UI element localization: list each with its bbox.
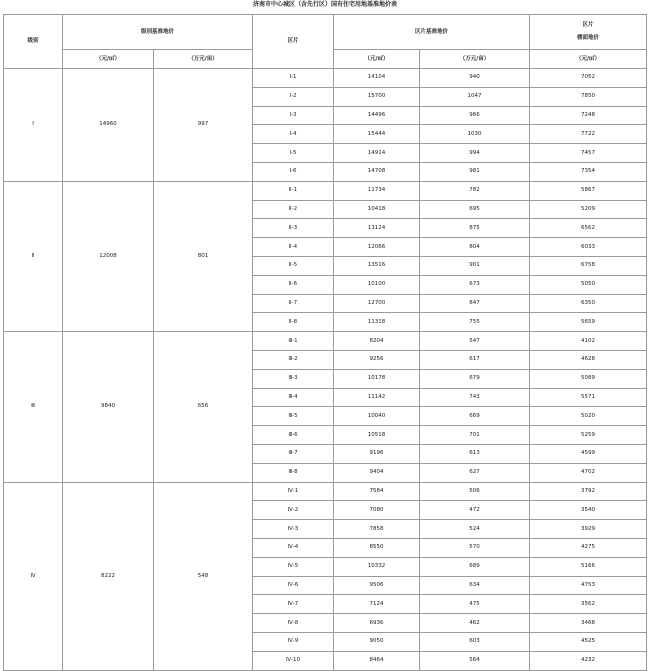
zone-cell: Ⅲ-7 [253,444,334,463]
table-body [4,69,647,671]
zone-price-cell: 9050 [334,632,420,651]
zone-price-mu-cell: 1030 [420,125,530,144]
floor-price-cell: 4628 [530,350,647,369]
zone-price-mu-cell: 1047 [420,87,530,106]
zone-cell: Ⅰ-3 [253,106,334,125]
zone-cell: Ⅳ-2 [253,501,334,520]
floor-price-cell: 6562 [530,219,647,238]
zone-price-mu-cell: 472 [420,501,530,520]
floor-price-cell: 3929 [530,520,647,539]
zone-price-cell: 12700 [334,294,420,313]
floor-price-cell: 5209 [530,200,647,219]
zone-price-mu-cell: 847 [420,294,530,313]
floor-price-cell: 7248 [530,106,647,125]
header-unit-sqm: （元/㎡） [530,50,647,69]
grade-cell: Ⅲ [4,332,63,482]
floor-price-cell: 7052 [530,69,647,88]
zone-price-mu-cell: 994 [420,144,530,163]
floor-price-cell: 7850 [530,87,647,106]
floor-price-cell: 7457 [530,144,647,163]
zone-cell: Ⅱ-6 [253,275,334,294]
zone-price-mu-cell: 669 [420,407,530,426]
header-zone: 区片 [253,15,334,69]
table-row [4,181,647,200]
zone-cell: Ⅲ-2 [253,350,334,369]
floor-price-cell: 3792 [530,482,647,501]
header-unit-sqm: （元/㎡） [334,50,420,69]
zone-price-cell: 15700 [334,87,420,106]
zone-cell: Ⅲ-8 [253,463,334,482]
zone-cell: Ⅱ-8 [253,313,334,332]
zone-price-cell: 13516 [334,256,420,275]
zone-price-cell: 14708 [334,162,420,181]
zone-cell: Ⅳ-1 [253,482,334,501]
zone-price-mu-cell: 804 [420,238,530,257]
floor-price-cell: 6350 [530,294,647,313]
zone-cell: Ⅳ-10 [253,651,334,670]
zone-cell: Ⅱ-4 [253,238,334,257]
floor-price-cell: 7722 [530,125,647,144]
zone-price-mu-cell: 564 [420,651,530,670]
zone-price-cell: 10100 [334,275,420,294]
zone-price-mu-cell: 755 [420,313,530,332]
grade-cell: Ⅳ [4,482,63,670]
grade-price-cell: 12008 [63,181,154,331]
floor-price-cell: 5166 [530,557,647,576]
zone-price-mu-cell: 782 [420,181,530,200]
header-unit-mu: （万元/亩） [420,50,530,69]
zone-price-cell: 9256 [334,350,420,369]
floor-price-cell: 4102 [530,332,647,351]
floor-price-cell: 6033 [530,238,647,257]
header-unit-mu: （万元/亩） [154,50,253,69]
table-row [4,69,647,88]
zone-price-mu-cell: 981 [420,162,530,181]
zone-price-cell: 10518 [334,426,420,445]
zone-cell: Ⅲ-5 [253,407,334,426]
zone-price-cell: 10332 [334,557,420,576]
floor-price-cell: 5659 [530,313,647,332]
zone-price-mu-cell: 695 [420,200,530,219]
zone-price-cell: 14496 [334,106,420,125]
zone-cell: Ⅰ-2 [253,87,334,106]
zone-cell: Ⅲ-4 [253,388,334,407]
zone-price-cell: 13124 [334,219,420,238]
zone-price-cell: 8550 [334,538,420,557]
zone-cell: Ⅱ-7 [253,294,334,313]
zone-cell: Ⅰ-5 [253,144,334,163]
zone-cell: Ⅱ-3 [253,219,334,238]
zone-price-mu-cell: 743 [420,388,530,407]
zone-cell: Ⅳ-9 [253,632,334,651]
header-floor-price [530,15,647,50]
zone-cell: Ⅳ-3 [253,520,334,539]
zone-price-cell: 10418 [334,200,420,219]
zone-price-mu-cell: 901 [420,256,530,275]
floor-price-cell: 5867 [530,181,647,200]
zone-price-mu-cell: 570 [420,538,530,557]
zone-price-mu-cell: 617 [420,350,530,369]
floor-price-cell: 3468 [530,614,647,633]
floor-price-cell: 5050 [530,275,647,294]
zone-price-mu-cell: 627 [420,463,530,482]
zone-price-cell: 7584 [334,482,420,501]
header-grade: 级别 [4,15,63,69]
zone-price-mu-cell: 634 [420,576,530,595]
floor-price-cell: 4599 [530,444,647,463]
zone-price-mu-cell: 966 [420,106,530,125]
floor-price-cell: 5020 [530,407,647,426]
zone-price-cell: 11318 [334,313,420,332]
zone-price-cell: 7858 [334,520,420,539]
table-title: 济南市中心城区（含先行区）国有住宅用地基准地价表 [252,1,397,8]
floor-price-cell: 3540 [530,501,647,520]
floor-price-cell: 4275 [530,538,647,557]
floor-price-cell: 5259 [530,426,647,445]
zone-price-mu-cell: 701 [420,426,530,445]
floor-price-cell: 4232 [530,651,647,670]
zone-price-mu-cell: 547 [420,332,530,351]
zone-price-cell: 10178 [334,369,420,388]
land-price-table [3,14,647,671]
zone-price-cell: 15444 [334,125,420,144]
zone-price-cell: 9506 [334,576,420,595]
grade-price-mu-cell: 997 [154,69,253,182]
floor-price-cell: 4753 [530,576,647,595]
zone-cell: Ⅱ-2 [253,200,334,219]
zone-price-mu-cell: 603 [420,632,530,651]
zone-cell: Ⅰ-1 [253,69,334,88]
zone-price-cell: 8204 [334,332,420,351]
zone-price-cell: 14104 [334,69,420,88]
floor-price-cell: 7354 [530,162,647,181]
grade-price-cell: 9840 [63,332,154,482]
zone-price-cell: 12066 [334,238,420,257]
header-unit-sqm: （元/㎡） [63,50,154,69]
floor-price-cell: 3562 [530,595,647,614]
zone-cell: Ⅳ-7 [253,595,334,614]
zone-price-cell: 7124 [334,595,420,614]
header-floor-price-line1: 区片 [582,22,594,28]
zone-price-cell: 9404 [334,463,420,482]
zone-cell: Ⅰ-4 [253,125,334,144]
zone-price-mu-cell: 462 [420,614,530,633]
floor-price-cell: 5571 [530,388,647,407]
zone-cell: Ⅱ-1 [253,181,334,200]
zone-cell: Ⅳ-5 [253,557,334,576]
header-grade-price: 级别基准地价 [63,15,253,50]
zone-price-cell: 9196 [334,444,420,463]
grade-cell: Ⅱ [4,181,63,331]
zone-price-cell: 7080 [334,501,420,520]
zone-cell: Ⅳ-4 [253,538,334,557]
zone-cell: Ⅲ-1 [253,332,334,351]
zone-cell: Ⅳ-8 [253,614,334,633]
zone-cell: Ⅲ-6 [253,426,334,445]
grade-price-mu-cell: 801 [154,181,253,331]
zone-price-mu-cell: 506 [420,482,530,501]
table-row [4,482,647,501]
header-zone-price: 区片基准地价 [334,15,530,50]
zone-price-mu-cell: 689 [420,557,530,576]
zone-cell: Ⅱ-5 [253,256,334,275]
grade-cell: Ⅰ [4,69,63,182]
zone-price-mu-cell: 875 [420,219,530,238]
table-row [4,332,647,351]
floor-price-cell: 6758 [530,256,647,275]
zone-price-mu-cell: 673 [420,275,530,294]
zone-cell: Ⅲ-3 [253,369,334,388]
zone-cell: Ⅳ-6 [253,576,334,595]
zone-price-mu-cell: 679 [420,369,530,388]
zone-price-mu-cell: 524 [420,520,530,539]
grade-price-cell: 14960 [63,69,154,182]
zone-price-cell: 6936 [334,614,420,633]
grade-price-cell: 8222 [63,482,154,670]
zone-price-cell: 11142 [334,388,420,407]
grade-price-mu-cell: 656 [154,332,253,482]
zone-price-mu-cell: 475 [420,595,530,614]
zone-price-cell: 11734 [334,181,420,200]
zone-price-cell: 14914 [334,144,420,163]
floor-price-cell: 5089 [530,369,647,388]
grade-price-mu-cell: 548 [154,482,253,670]
floor-price-cell: 4525 [530,632,647,651]
zone-price-cell: 10040 [334,407,420,426]
floor-price-cell: 4702 [530,463,647,482]
zone-price-cell: 8464 [334,651,420,670]
header-floor-price-line2: 楼面地价 [577,35,600,41]
zone-price-mu-cell: 613 [420,444,530,463]
zone-price-mu-cell: 940 [420,69,530,88]
zone-cell: Ⅰ-6 [253,162,334,181]
